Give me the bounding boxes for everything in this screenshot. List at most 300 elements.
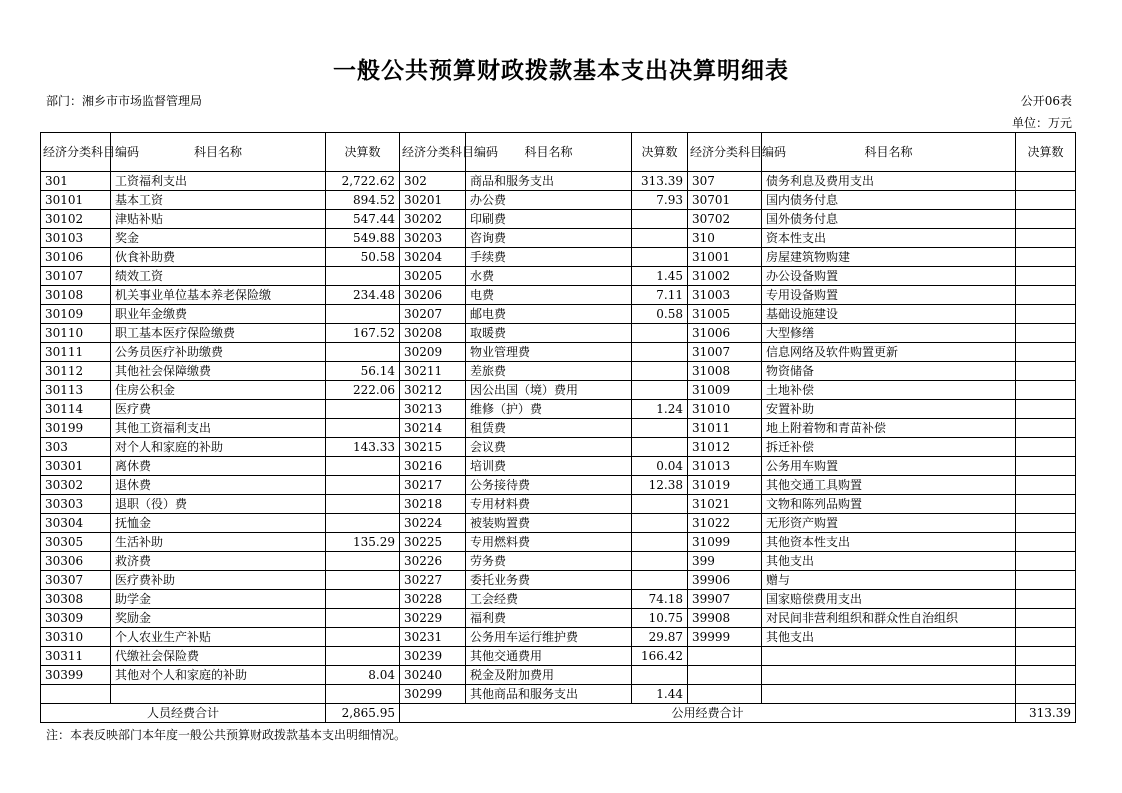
name-cell: 委托业务费 <box>466 571 632 590</box>
amount-cell <box>1016 685 1076 704</box>
code-cell: 31007 <box>688 343 762 362</box>
report-title: 一般公共预算财政拨款基本支出决算明细表 <box>333 58 789 84</box>
amount-cell <box>326 343 400 362</box>
name-cell: 办公费 <box>466 191 632 210</box>
name-cell: 租赁费 <box>466 419 632 438</box>
table-row <box>41 248 1076 267</box>
name-cell: 医疗费 <box>111 400 326 419</box>
amount-cell: 143.33 <box>326 438 400 457</box>
code-cell: 30231 <box>400 628 466 647</box>
code-cell: 30204 <box>400 248 466 267</box>
amount-cell <box>326 457 400 476</box>
table-body <box>41 172 1076 704</box>
name-cell: 生活补助 <box>111 533 326 552</box>
amount-cell: 894.52 <box>326 191 400 210</box>
amount-cell <box>632 571 688 590</box>
code-cell: 31001 <box>688 248 762 267</box>
code-cell: 30217 <box>400 476 466 495</box>
amount-cell: 74.18 <box>632 590 688 609</box>
amount-cell <box>632 419 688 438</box>
code-cell: 30211 <box>400 362 466 381</box>
name-cell: 机关事业单位基本养老保险缴 <box>111 286 326 305</box>
amount-cell: 1.44 <box>632 685 688 704</box>
name-cell: 咨询费 <box>466 229 632 248</box>
amount-cell <box>632 362 688 381</box>
amount-cell <box>1016 647 1076 666</box>
code-cell: 39906 <box>688 571 762 590</box>
name-cell: 救济费 <box>111 552 326 571</box>
code-cell: 30207 <box>400 305 466 324</box>
name-cell: 绩效工资 <box>111 267 326 286</box>
code-cell: 30224 <box>400 514 466 533</box>
amount-cell <box>1016 476 1076 495</box>
code-cell: 31002 <box>688 267 762 286</box>
table-row <box>41 286 1076 305</box>
code-cell: 30212 <box>400 381 466 400</box>
header-code: 经济分类科目编码 <box>41 133 111 172</box>
code-cell: 30311 <box>41 647 111 666</box>
code-cell <box>688 647 762 666</box>
name-cell <box>762 685 1016 704</box>
amount-cell <box>1016 248 1076 267</box>
code-cell: 31012 <box>688 438 762 457</box>
amount-cell: 0.04 <box>632 457 688 476</box>
code-cell: 30213 <box>400 400 466 419</box>
personnel-total-label: 人员经费合计 <box>41 704 326 723</box>
name-cell: 商品和服务支出 <box>466 172 632 191</box>
name-cell: 退休费 <box>111 476 326 495</box>
table-row <box>41 172 1076 191</box>
name-cell <box>762 647 1016 666</box>
amount-cell <box>1016 514 1076 533</box>
header-name: 科目名称 <box>111 133 326 172</box>
amount-cell <box>632 248 688 267</box>
name-cell: 因公出国（境）费用 <box>466 381 632 400</box>
name-cell: 文物和陈列品购置 <box>762 495 1016 514</box>
table-row <box>41 476 1076 495</box>
name-cell: 代缴社会保险费 <box>111 647 326 666</box>
table-row <box>41 267 1076 286</box>
code-cell: 310 <box>688 229 762 248</box>
code-cell: 30113 <box>41 381 111 400</box>
name-cell: 医疗费补助 <box>111 571 326 590</box>
code-cell: 30701 <box>688 191 762 210</box>
name-cell: 其他交通工具购置 <box>762 476 1016 495</box>
code-cell: 39907 <box>688 590 762 609</box>
name-cell: 公务用车运行维护费 <box>466 628 632 647</box>
code-cell: 31011 <box>688 419 762 438</box>
code-cell: 30399 <box>41 666 111 685</box>
name-cell: 职业年金缴费 <box>111 305 326 324</box>
code-cell: 303 <box>41 438 111 457</box>
amount-cell <box>1016 571 1076 590</box>
table-row <box>41 229 1076 248</box>
name-cell: 职工基本医疗保险缴费 <box>111 324 326 343</box>
amount-cell <box>326 514 400 533</box>
name-cell: 电费 <box>466 286 632 305</box>
code-cell: 30114 <box>41 400 111 419</box>
table-row <box>41 324 1076 343</box>
amount-cell <box>632 324 688 343</box>
amount-cell: 167.52 <box>326 324 400 343</box>
code-cell: 30239 <box>400 647 466 666</box>
code-cell: 30226 <box>400 552 466 571</box>
name-cell: 工会经费 <box>466 590 632 609</box>
name-cell: 奖金 <box>111 229 326 248</box>
table-row <box>41 457 1076 476</box>
code-cell: 31009 <box>688 381 762 400</box>
code-cell: 30310 <box>41 628 111 647</box>
amount-cell <box>326 305 400 324</box>
name-cell: 专用材料费 <box>466 495 632 514</box>
name-cell: 退职（役）费 <box>111 495 326 514</box>
name-cell: 福利费 <box>466 609 632 628</box>
name-cell: 土地补偿 <box>762 381 1016 400</box>
amount-cell: 7.93 <box>632 191 688 210</box>
table-row <box>41 381 1076 400</box>
name-cell: 赠与 <box>762 571 1016 590</box>
amount-cell: 1.45 <box>632 267 688 286</box>
code-cell: 31003 <box>688 286 762 305</box>
code-cell: 30225 <box>400 533 466 552</box>
code-cell: 399 <box>688 552 762 571</box>
table-row <box>41 400 1076 419</box>
name-cell: 公务接待费 <box>466 476 632 495</box>
amount-cell <box>1016 286 1076 305</box>
amount-cell <box>1016 305 1076 324</box>
amount-cell <box>1016 343 1076 362</box>
code-cell: 30202 <box>400 210 466 229</box>
amount-cell <box>1016 400 1076 419</box>
code-cell: 31021 <box>688 495 762 514</box>
code-cell: 31008 <box>688 362 762 381</box>
table-row <box>41 438 1076 457</box>
code-cell: 31013 <box>688 457 762 476</box>
code-cell: 30111 <box>41 343 111 362</box>
name-cell: 房屋建筑物购建 <box>762 248 1016 267</box>
amount-cell: 0.58 <box>632 305 688 324</box>
code-cell: 30103 <box>41 229 111 248</box>
amount-cell <box>632 210 688 229</box>
amount-cell <box>326 267 400 286</box>
amount-cell <box>632 381 688 400</box>
code-cell: 30108 <box>41 286 111 305</box>
table-row <box>41 495 1076 514</box>
amount-cell <box>326 647 400 666</box>
amount-cell <box>1016 362 1076 381</box>
name-cell: 离休费 <box>111 457 326 476</box>
name-cell: 基础设施建设 <box>762 305 1016 324</box>
name-cell: 其他商品和服务支出 <box>466 685 632 704</box>
amount-cell <box>632 533 688 552</box>
code-cell: 30306 <box>41 552 111 571</box>
public-total-label: 公用经费合计 <box>400 704 1016 723</box>
code-cell: 30229 <box>400 609 466 628</box>
name-cell: 抚恤金 <box>111 514 326 533</box>
name-cell: 安置补助 <box>762 400 1016 419</box>
code-cell: 30702 <box>688 210 762 229</box>
code-cell: 30106 <box>41 248 111 267</box>
unit-label: 单位：万元 <box>1011 116 1072 130</box>
name-cell: 水费 <box>466 267 632 286</box>
code-cell <box>688 685 762 704</box>
name-cell: 专用燃料费 <box>466 533 632 552</box>
code-cell: 30110 <box>41 324 111 343</box>
amount-cell <box>326 609 400 628</box>
name-cell: 被装购置费 <box>466 514 632 533</box>
table-row <box>41 685 1076 704</box>
name-cell: 物资储备 <box>762 362 1016 381</box>
name-cell <box>762 666 1016 685</box>
amount-cell: 234.48 <box>326 286 400 305</box>
name-cell: 地上附着物和青苗补偿 <box>762 419 1016 438</box>
expenditure-table <box>40 132 1076 723</box>
table-row <box>41 628 1076 647</box>
department-label: 部门：湘乡市市场监督管理局 <box>46 94 203 108</box>
name-cell: 专用设备购置 <box>762 286 1016 305</box>
amount-cell <box>1016 438 1076 457</box>
amount-cell <box>632 343 688 362</box>
amount-cell: 7.11 <box>632 286 688 305</box>
code-cell: 30305 <box>41 533 111 552</box>
code-cell: 30301 <box>41 457 111 476</box>
name-cell: 培训费 <box>466 457 632 476</box>
code-cell: 30216 <box>400 457 466 476</box>
code-cell: 301 <box>41 172 111 191</box>
amount-cell <box>1016 267 1076 286</box>
code-cell: 302 <box>400 172 466 191</box>
name-cell: 工资福利支出 <box>111 172 326 191</box>
amount-cell <box>1016 495 1076 514</box>
name-cell <box>111 685 326 704</box>
name-cell: 基本工资 <box>111 191 326 210</box>
amount-cell <box>1016 590 1076 609</box>
amount-cell: 313.39 <box>632 172 688 191</box>
name-cell: 其他交通费用 <box>466 647 632 666</box>
table-row <box>41 552 1076 571</box>
header-amount: 决算数 <box>1016 133 1076 172</box>
name-cell: 其他社会保障缴费 <box>111 362 326 381</box>
code-cell: 30109 <box>41 305 111 324</box>
amount-cell <box>1016 552 1076 571</box>
name-cell: 其他工资福利支出 <box>111 419 326 438</box>
name-cell: 会议费 <box>466 438 632 457</box>
table-row <box>41 362 1076 381</box>
name-cell: 伙食补助费 <box>111 248 326 267</box>
code-cell: 30214 <box>400 419 466 438</box>
code-cell: 30209 <box>400 343 466 362</box>
code-cell: 30309 <box>41 609 111 628</box>
code-cell: 30203 <box>400 229 466 248</box>
amount-cell: 10.75 <box>632 609 688 628</box>
table-row <box>41 514 1076 533</box>
code-cell: 30199 <box>41 419 111 438</box>
code-cell: 30201 <box>400 191 466 210</box>
table-row <box>41 647 1076 666</box>
amount-cell <box>632 495 688 514</box>
amount-cell <box>326 400 400 419</box>
amount-cell <box>326 628 400 647</box>
amount-cell <box>1016 210 1076 229</box>
table-row <box>41 666 1076 685</box>
amount-cell <box>1016 381 1076 400</box>
table-row <box>41 571 1076 590</box>
name-cell: 差旅费 <box>466 362 632 381</box>
code-cell: 31022 <box>688 514 762 533</box>
code-cell: 30218 <box>400 495 466 514</box>
name-cell: 手续费 <box>466 248 632 267</box>
name-cell: 其他支出 <box>762 628 1016 647</box>
code-cell <box>688 666 762 685</box>
amount-cell: 56.14 <box>326 362 400 381</box>
code-cell: 30101 <box>41 191 111 210</box>
name-cell: 维修（护）费 <box>466 400 632 419</box>
amount-cell <box>632 514 688 533</box>
amount-cell <box>326 495 400 514</box>
name-cell: 其他资本性支出 <box>762 533 1016 552</box>
name-cell: 债务利息及费用支出 <box>762 172 1016 191</box>
amount-cell: 8.04 <box>326 666 400 685</box>
code-cell: 30112 <box>41 362 111 381</box>
name-cell: 邮电费 <box>466 305 632 324</box>
amount-cell <box>1016 533 1076 552</box>
amount-cell: 12.38 <box>632 476 688 495</box>
table-code: 公开06表 <box>1020 94 1072 108</box>
amount-cell: 547.44 <box>326 210 400 229</box>
amount-cell <box>1016 191 1076 210</box>
header-name: 科目名称 <box>762 133 1016 172</box>
amount-cell <box>326 419 400 438</box>
code-cell: 31019 <box>688 476 762 495</box>
amount-cell <box>632 438 688 457</box>
amount-cell: 222.06 <box>326 381 400 400</box>
table-row <box>41 609 1076 628</box>
name-cell: 劳务费 <box>466 552 632 571</box>
name-cell: 无形资产购置 <box>762 514 1016 533</box>
name-cell: 国家赔偿费用支出 <box>762 590 1016 609</box>
name-cell: 办公设备购置 <box>762 267 1016 286</box>
name-cell: 其他支出 <box>762 552 1016 571</box>
name-cell: 信息网络及软件购置更新 <box>762 343 1016 362</box>
amount-cell <box>1016 628 1076 647</box>
code-cell: 30215 <box>400 438 466 457</box>
code-cell: 30304 <box>41 514 111 533</box>
name-cell: 助学金 <box>111 590 326 609</box>
amount-cell <box>1016 172 1076 191</box>
amount-cell <box>326 571 400 590</box>
code-cell: 30107 <box>41 267 111 286</box>
code-cell: 30303 <box>41 495 111 514</box>
name-cell: 津贴补贴 <box>111 210 326 229</box>
amount-cell <box>1016 609 1076 628</box>
code-cell: 30208 <box>400 324 466 343</box>
code-cell: 39908 <box>688 609 762 628</box>
code-cell <box>41 685 111 704</box>
name-cell: 拆迁补偿 <box>762 438 1016 457</box>
name-cell: 对民间非营利组织和群众性自治组织 <box>762 609 1016 628</box>
name-cell: 物业管理费 <box>466 343 632 362</box>
name-cell: 大型修缮 <box>762 324 1016 343</box>
name-cell: 个人农业生产补贴 <box>111 628 326 647</box>
table-row <box>41 210 1076 229</box>
table-row <box>41 191 1076 210</box>
totals-row <box>41 704 1076 723</box>
amount-cell <box>632 666 688 685</box>
code-cell: 39999 <box>688 628 762 647</box>
code-cell: 30240 <box>400 666 466 685</box>
code-cell: 31006 <box>688 324 762 343</box>
footnote: 注：本表反映部门本年度一般公共预算财政拨款基本支出明细情况。 <box>46 728 407 742</box>
header-code: 经济分类科目编码 <box>400 133 466 172</box>
amount-cell <box>632 229 688 248</box>
name-cell: 国内债务付息 <box>762 191 1016 210</box>
code-cell: 307 <box>688 172 762 191</box>
name-cell: 住房公积金 <box>111 381 326 400</box>
code-cell: 30299 <box>400 685 466 704</box>
amount-cell: 166.42 <box>632 647 688 666</box>
name-cell: 国外债务付息 <box>762 210 1016 229</box>
amount-cell <box>326 685 400 704</box>
code-cell: 30307 <box>41 571 111 590</box>
amount-cell: 2,722.62 <box>326 172 400 191</box>
amount-cell: 1.24 <box>632 400 688 419</box>
code-cell: 30102 <box>41 210 111 229</box>
amount-cell <box>1016 666 1076 685</box>
public-total-value: 313.39 <box>1016 704 1076 723</box>
amount-cell: 549.88 <box>326 229 400 248</box>
code-cell: 30302 <box>41 476 111 495</box>
code-cell: 30206 <box>400 286 466 305</box>
code-cell: 31099 <box>688 533 762 552</box>
code-cell: 30205 <box>400 267 466 286</box>
name-cell: 奖励金 <box>111 609 326 628</box>
name-cell: 资本性支出 <box>762 229 1016 248</box>
name-cell: 税金及附加费用 <box>466 666 632 685</box>
code-cell: 31010 <box>688 400 762 419</box>
code-cell: 30308 <box>41 590 111 609</box>
table-row <box>41 343 1076 362</box>
amount-cell: 50.58 <box>326 248 400 267</box>
amount-cell <box>1016 324 1076 343</box>
header-amount: 决算数 <box>632 133 688 172</box>
name-cell: 取暖费 <box>466 324 632 343</box>
amount-cell: 29.87 <box>632 628 688 647</box>
name-cell: 公务用车购置 <box>762 457 1016 476</box>
header-name: 科目名称 <box>466 133 632 172</box>
code-cell: 30227 <box>400 571 466 590</box>
personnel-total-value: 2,865.95 <box>326 704 400 723</box>
table-row <box>41 590 1076 609</box>
amount-cell <box>1016 419 1076 438</box>
amount-cell <box>326 552 400 571</box>
name-cell: 印刷费 <box>466 210 632 229</box>
header-amount: 决算数 <box>326 133 400 172</box>
name-cell: 对个人和家庭的补助 <box>111 438 326 457</box>
amount-cell <box>326 590 400 609</box>
table-row <box>41 305 1076 324</box>
header-code: 经济分类科目编码 <box>688 133 762 172</box>
name-cell: 公务员医疗补助缴费 <box>111 343 326 362</box>
table-header-row <box>41 133 1076 172</box>
table-row <box>41 533 1076 552</box>
amount-cell <box>632 552 688 571</box>
amount-cell: 135.29 <box>326 533 400 552</box>
table-row <box>41 419 1076 438</box>
name-cell: 其他对个人和家庭的补助 <box>111 666 326 685</box>
amount-cell <box>1016 457 1076 476</box>
code-cell: 30228 <box>400 590 466 609</box>
code-cell: 31005 <box>688 305 762 324</box>
